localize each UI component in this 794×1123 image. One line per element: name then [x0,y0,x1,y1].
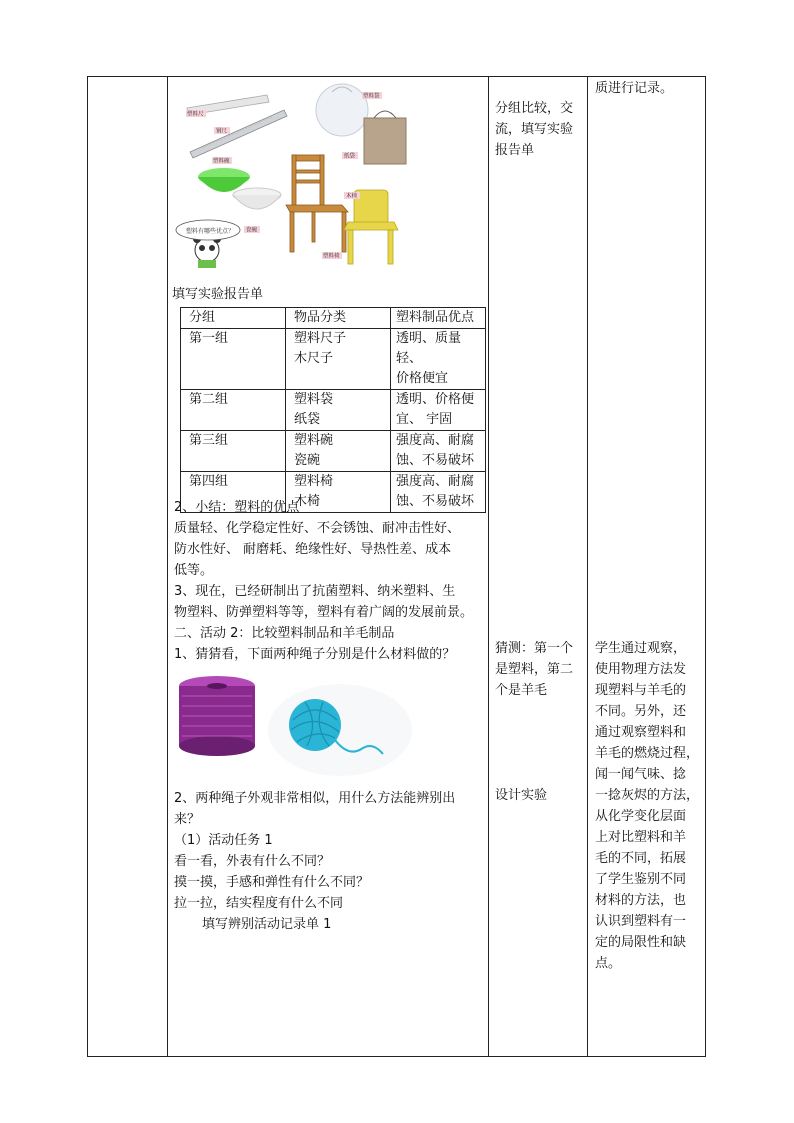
plastic-chair-icon [344,190,398,264]
column-divider-3 [587,76,588,1057]
q2-line-1: 2、两种绳子外观非常相似，用什么方法能辨别出 [174,791,456,806]
summary-title: 2、小结：塑料的优点 [174,500,300,515]
steel-ruler-icon [190,110,287,158]
label-steel-ruler: 钢尺 [216,128,228,135]
summary-line-1: 质量轻、化学稳定性好、不会锈蚀、耐冲击性好、 [174,521,461,536]
summary-line-2: 防水性好、 耐磨耗、绝缘性好、导热性差、成本 [174,542,452,557]
label-plastic-ruler: 塑料尺 [187,111,204,118]
mid-guess-2: 是塑料，第二 [495,662,574,677]
point3-line-1: 3、现在，已经研制出了抗菌塑料、纳米塑料、生 [174,584,456,599]
mid-guess-3: 个是羊毛 [495,683,548,698]
column-divider-1 [167,76,168,1057]
label-paper-bag: 纸袋 [344,153,356,160]
row-items: 塑料袋 纸袋 [286,390,391,431]
header-advantages: 塑料制品优点 [391,308,486,329]
mid-design-experiment: 设计实验 [495,788,548,803]
row-advantages: 透明、质量轻、 价格便宜 [391,329,486,390]
plastic-bag-icon [316,84,368,136]
purple-rope-image [172,672,262,762]
fill-record-text: 填写辨别活动记录单 1 [202,917,332,932]
header-group: 分组 [181,308,286,329]
document-page: 质进行记录。 分组比较，交流，填写实验报告单 塑料有哪些优点？ 塑料尺 钢尺 塑料袋 纸袋 塑料碗 木椅 瓷碗 塑料椅 填写实验报告单 分组 物品分类 塑料制品优点 第一组 塑料尺子 木尺子 透明、质量轻、 价格便宜 第二组 塑料袋 纸袋 透明、价格便 宜、 宇固 第三组 塑料碗 瓷碗 强度高、耐腐 蚀、不易破坏 第四组 塑料椅 木椅 强度高、耐腐 蚀、不易破坏 2、小结：塑料的优点 质量轻、化学稳定性好、不会锈蚀、耐冲击性好、 防水性好、 耐磨耗、绝缘性好、导热性差、成本 低等。 3、现在，已经研制出了抗菌塑料、纳米塑料、生 物塑料、防弹塑料等等，塑料有着广阔的发展前景。 二、活动 2：比较塑料制品和羊毛制品 1、猜猜看，下面两种绳子分别是什么材料做的？ 猜测：第一个 是塑料，第二 个是羊毛 学生通过观察， 使用物理方法发 现塑料与羊毛的 不同。另外，还 通过观察塑料和 羊毛的燃烧过程， 闻一闻气味、捻 一捻灰烬的方法， 从化学变化层面 上对比塑料和羊 毛的不同，拓展 了学生鉴别不同 材料的方法，也 认识到塑料有一 定的局限性和缺 点。 2、两种绳子外观非常相似，用什么方法能辨别出 来？ 设计实验 （1）活动任务 1 看一看，外表有什么不同？ 摸一摸，手感和弹性有什么不同？ 拉一拉，结实程度有什么不同 填写辨别活动记录单 1 [0,0,794,1123]
row-items: 塑料椅 木椅 [286,472,391,513]
report-title: 填写实验报告单 [172,287,264,302]
row-advantages: 强度高、耐腐 蚀、不易破坏 [391,472,486,513]
row-group: 第二组 [181,390,286,431]
speech-bubble [176,220,240,240]
point3-line-2: 物塑料、防弹塑料等等，塑料有着广阔的发展前景。 [174,605,474,620]
column-divider-2 [488,76,489,1057]
wood-chair-icon [286,155,348,252]
paper-bag-icon [364,111,406,164]
blue-yarn-image [265,680,415,780]
guess-question: 1、猜猜看，下面两种绳子分别是什么材料做的？ [174,647,456,662]
mid-guess-1: 猜测：第一个 [495,641,574,656]
green-bowl-icon [198,168,250,192]
pull-question: 拉一拉，结实程度有什么不同 [174,896,344,911]
look-question: 看一看，外表有什么不同？ [174,854,331,869]
table-row [181,329,486,390]
header-items: 物品分类 [286,308,391,329]
row-items: 塑料尺子 木尺子 [286,329,391,390]
label-porcelain-bowl: 瓷碗 [246,227,258,234]
task1-heading: （1）活动任务 1 [174,833,273,848]
right-top-text: 质进行记录。 [595,81,674,96]
plastic-items-figure [172,80,412,270]
row-group: 第三组 [181,431,286,472]
mid-top-text: 分组比较，交流，填写实验报告单 [495,101,574,158]
summary-line-3: 低等。 [174,563,214,578]
touch-question: 摸一摸，手感和弹性有什么不同？ [174,875,370,890]
label-wood-chair: 木椅 [346,193,358,200]
bubble-text: 塑料有哪些优点？ [186,228,235,235]
label-plastic-chair: 塑料椅 [323,253,340,260]
report-table [180,307,486,513]
row-items: 塑料碗 瓷碗 [286,431,391,472]
row-advantages: 强度高、耐腐 蚀、不易破坏 [391,431,486,472]
table-row [181,390,486,431]
porcelain-bowl-icon [233,188,281,209]
activity2-heading: 二、活动 2：比较塑料制品和羊毛制品 [174,626,395,641]
table-header-row [181,308,486,329]
row-group: 第一组 [181,329,286,390]
label-plastic-bag: 塑料袋 [363,93,380,100]
row-group: 第四组 [181,472,286,513]
label-plastic-bowl: 塑料碗 [213,158,230,165]
q2-line-2: 来？ [174,812,201,827]
row-advantages: 透明、价格便 宜、 宇固 [391,390,486,431]
table-row [181,431,486,472]
